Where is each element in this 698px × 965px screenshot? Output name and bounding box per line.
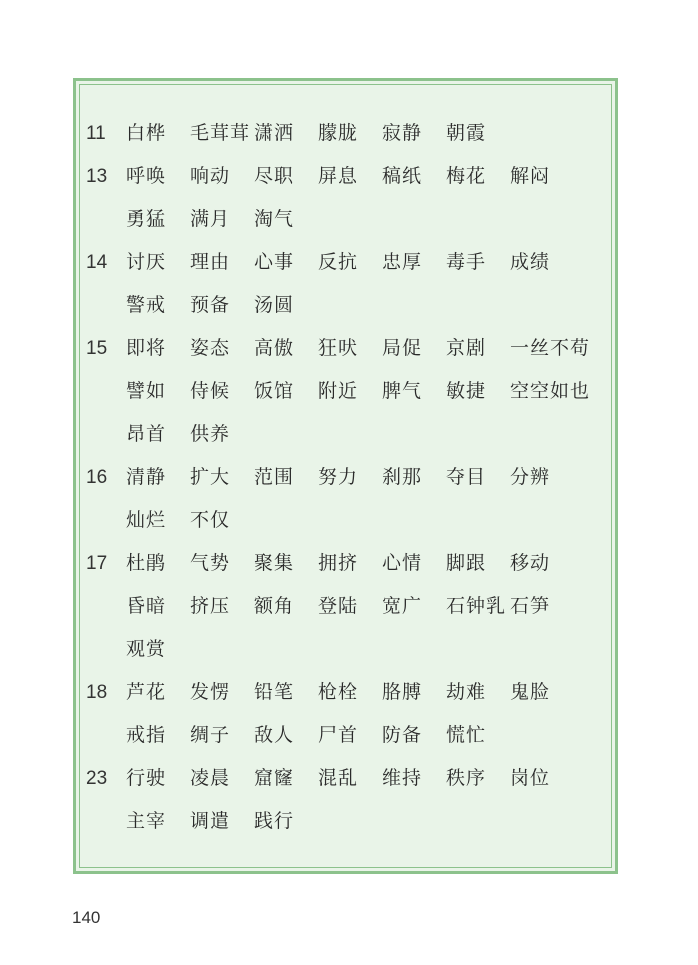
vocab-word: 秩序 xyxy=(446,767,487,789)
vocab-word: 警戒 xyxy=(126,294,167,316)
vocab-word: 挤压 xyxy=(190,595,231,617)
vocab-line xyxy=(86,456,611,499)
vocab-word: 姿态 xyxy=(190,337,231,359)
word-group xyxy=(126,370,591,413)
vocab-word: 淘气 xyxy=(254,208,295,230)
vocab-word: 夺目 xyxy=(446,466,487,488)
word-group xyxy=(126,327,591,370)
vocab-word: 心事 xyxy=(254,251,295,273)
word-group xyxy=(126,241,574,284)
page-number: 140 xyxy=(72,908,101,927)
vocab-word: 宽广 xyxy=(382,595,423,617)
lesson-number: 15 xyxy=(86,338,108,359)
vocab-word: 白桦 xyxy=(126,122,167,144)
vocab-word: 毛茸茸 xyxy=(190,122,251,144)
vocab-word: 附近 xyxy=(318,380,359,402)
vocab-line xyxy=(86,198,611,241)
vocabulary-list xyxy=(86,112,611,843)
lesson-number: 11 xyxy=(86,123,106,144)
lesson-number: 13 xyxy=(86,166,108,187)
vocab-word: 刹那 xyxy=(382,466,423,488)
vocab-word: 屏息 xyxy=(318,165,359,187)
vocab-word: 额角 xyxy=(254,595,295,617)
word-group xyxy=(126,456,574,499)
word-group xyxy=(126,284,318,327)
word-group xyxy=(126,757,574,800)
vocab-line xyxy=(86,757,611,800)
vocab-word: 饭馆 xyxy=(254,380,295,402)
vocab-word: 心情 xyxy=(382,552,423,574)
vocab-word: 狂吠 xyxy=(318,337,359,359)
vocab-word: 理由 xyxy=(190,251,231,273)
vocab-word: 稿纸 xyxy=(382,165,423,187)
vocab-word: 侍候 xyxy=(190,380,231,402)
vocab-word: 昂首 xyxy=(126,423,167,445)
vocab-word: 主宰 xyxy=(126,810,167,832)
vocab-word: 枪栓 xyxy=(318,681,359,703)
vocab-word: 勇猛 xyxy=(126,208,167,230)
vocab-word: 敏捷 xyxy=(446,380,487,402)
word-group xyxy=(126,198,318,241)
vocab-word: 毒手 xyxy=(446,251,487,273)
vocab-word: 京剧 xyxy=(446,337,487,359)
vocab-word: 呼唤 xyxy=(126,165,167,187)
vocab-word: 劫难 xyxy=(446,681,487,703)
vocab-word: 登陆 xyxy=(318,595,359,617)
word-group xyxy=(126,671,574,714)
vocab-word: 拥挤 xyxy=(318,552,359,574)
vocab-line xyxy=(86,370,611,413)
vocab-line xyxy=(86,499,611,542)
vocab-word: 胳膊 xyxy=(382,681,423,703)
vocab-word: 凌晨 xyxy=(190,767,231,789)
vocab-word: 潇洒 xyxy=(254,122,295,144)
vocab-word: 忠厚 xyxy=(382,251,423,273)
vocab-word: 石笋 xyxy=(510,595,551,617)
vocab-word: 维持 xyxy=(382,767,423,789)
vocab-word: 脾气 xyxy=(382,380,423,402)
vocab-word: 努力 xyxy=(318,466,359,488)
vocab-word: 防备 xyxy=(382,724,423,746)
vocab-word: 行驶 xyxy=(126,767,167,789)
vocab-word: 观赏 xyxy=(126,638,167,660)
vocab-word: 成绩 xyxy=(510,251,551,273)
vocab-word: 朦胧 xyxy=(318,122,359,144)
vocab-word: 不仅 xyxy=(190,509,231,531)
vocab-word: 汤圆 xyxy=(254,294,295,316)
vocab-word: 一丝不苟 xyxy=(510,337,591,359)
vocab-word: 供养 xyxy=(190,423,231,445)
vocab-line xyxy=(86,284,611,327)
vocab-word: 即将 xyxy=(126,337,167,359)
vocab-word: 空空如也 xyxy=(510,380,591,402)
word-group xyxy=(126,714,510,757)
vocab-line xyxy=(86,628,611,671)
vocab-word: 鬼脸 xyxy=(510,681,551,703)
vocab-word: 局促 xyxy=(382,337,423,359)
vocab-word: 扩大 xyxy=(190,466,231,488)
vocab-word: 讨厌 xyxy=(126,251,167,273)
vocab-word: 分辨 xyxy=(510,466,551,488)
vocab-word: 清静 xyxy=(126,466,167,488)
vocab-line xyxy=(86,671,611,714)
vocab-word: 慌忙 xyxy=(446,724,487,746)
vocab-word: 脚跟 xyxy=(446,552,487,574)
vocab-word: 岗位 xyxy=(510,767,551,789)
vocab-word: 反抗 xyxy=(318,251,359,273)
vocab-word: 杜鹃 xyxy=(126,552,167,574)
vocab-word: 石钟乳 xyxy=(446,595,507,617)
vocab-word: 聚集 xyxy=(254,552,295,574)
lesson-number: 17 xyxy=(86,553,108,574)
vocab-word: 响动 xyxy=(190,165,231,187)
word-group xyxy=(126,585,574,628)
word-group xyxy=(126,628,190,671)
vocab-line xyxy=(86,585,611,628)
vocab-word: 尸首 xyxy=(318,724,359,746)
word-group xyxy=(126,413,254,456)
vocab-line xyxy=(86,714,611,757)
vocab-word: 尽职 xyxy=(254,165,295,187)
vocab-word: 高傲 xyxy=(254,337,295,359)
vocab-word: 铅笔 xyxy=(254,681,295,703)
vocab-word: 气势 xyxy=(190,552,231,574)
vocab-word: 混乱 xyxy=(318,767,359,789)
vocab-word: 朝霞 xyxy=(446,122,487,144)
vocab-line xyxy=(86,155,611,198)
vocab-word: 践行 xyxy=(254,810,295,832)
word-group xyxy=(126,112,510,155)
vocab-word: 芦花 xyxy=(126,681,167,703)
vocab-word: 范围 xyxy=(254,466,295,488)
word-group xyxy=(126,800,318,843)
vocab-word: 窟窿 xyxy=(254,767,295,789)
vocab-word: 昏暗 xyxy=(126,595,167,617)
vocab-word: 灿烂 xyxy=(126,509,167,531)
lesson-number: 23 xyxy=(86,768,108,789)
lesson-number: 18 xyxy=(86,682,108,703)
vocab-line xyxy=(86,542,611,585)
word-group xyxy=(126,542,574,585)
vocab-word: 譬如 xyxy=(126,380,167,402)
vocab-word: 寂静 xyxy=(382,122,423,144)
vocab-word: 解闷 xyxy=(510,165,551,187)
vocab-word: 移动 xyxy=(510,552,551,574)
lesson-number: 16 xyxy=(86,467,108,488)
vocab-line xyxy=(86,112,611,155)
vocab-line xyxy=(86,327,611,370)
vocab-word: 梅花 xyxy=(446,165,487,187)
vocab-word: 满月 xyxy=(190,208,231,230)
word-group xyxy=(126,155,574,198)
vocab-word: 预备 xyxy=(190,294,231,316)
vocab-line xyxy=(86,241,611,284)
vocab-line xyxy=(86,413,611,456)
vocab-word: 戒指 xyxy=(126,724,167,746)
word-group xyxy=(126,499,254,542)
lesson-number: 14 xyxy=(86,252,108,273)
vocab-line xyxy=(86,800,611,843)
vocab-word: 绸子 xyxy=(190,724,231,746)
vocab-word: 发愣 xyxy=(190,681,231,703)
vocab-word: 调遣 xyxy=(190,810,231,832)
vocab-word: 敌人 xyxy=(254,724,295,746)
